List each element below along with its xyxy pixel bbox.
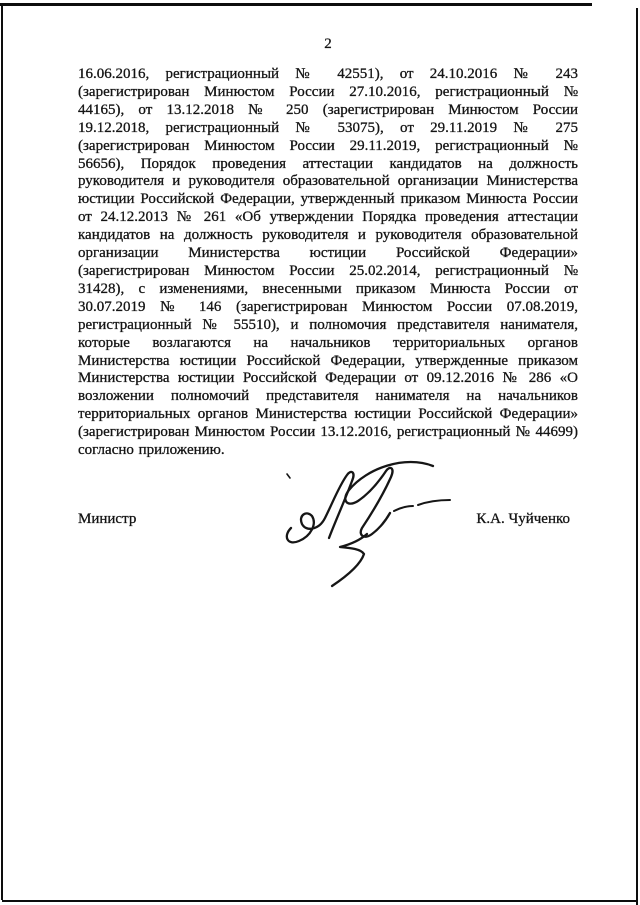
scan-border-left [1, 6, 3, 900]
signee-name: К.А. Чуйченко [476, 511, 570, 527]
minister-title: Министр [78, 511, 137, 527]
scan-border-right [636, 8, 638, 905]
page-number: 2 [324, 36, 332, 52]
scan-border-top [0, 3, 592, 6]
scan-border-bottom [2, 900, 638, 902]
handwritten-signature-icon [281, 458, 457, 590]
body-paragraph: 16.06.2016, регистрационный № 42551), от 24.10.2016 № 243 (зарегистрирован Минюстом России 27.10.2016, регистрационный № 44165), от 13.12.2018 № 250 (зарегистрирован Минюстом России 19.12.2018, регистрационный № 53075), от 29.11.2019 № 275 (зарегистрирован Минюстом России 29.11.2019, регистрационный № 56656), Порядок проведения аттестации кандидатов на должность руководителя и руководителя образовательной организации Министерства юстиции Российской Федерации, утвержденный приказом Минюста России от 24.12.2013 № 261 «Об утверждении Порядка проведения аттестации кандидатов на должность руководителя и руководителя образовательной организации Министерства юстиции Российской Федерации» (зарегистрирован Минюстом России 25.02.2014, регистрационный № 31428), с изменениями, внесенными приказом Минюста России от 30.07.2019 № 146 (зарегистрирован Минюстом России 07.08.2019, регистрационный № 55510), и полномочия представителя нанимателя, которые возлагаются на начальников территориальных органов Министерства юстиции Российской Федерации, утвержденные приказом Министерства юстиции Российской Федерации от 09.12.2016 № 286 «О возложении полномочий представителя нанимателя на начальников территориальных органов Министерства юстиции Российской Федерации» (зарегистрирован Минюстом России 13.12.2016, регистрационный № 44699) согласно приложению. [78, 66, 578, 459]
